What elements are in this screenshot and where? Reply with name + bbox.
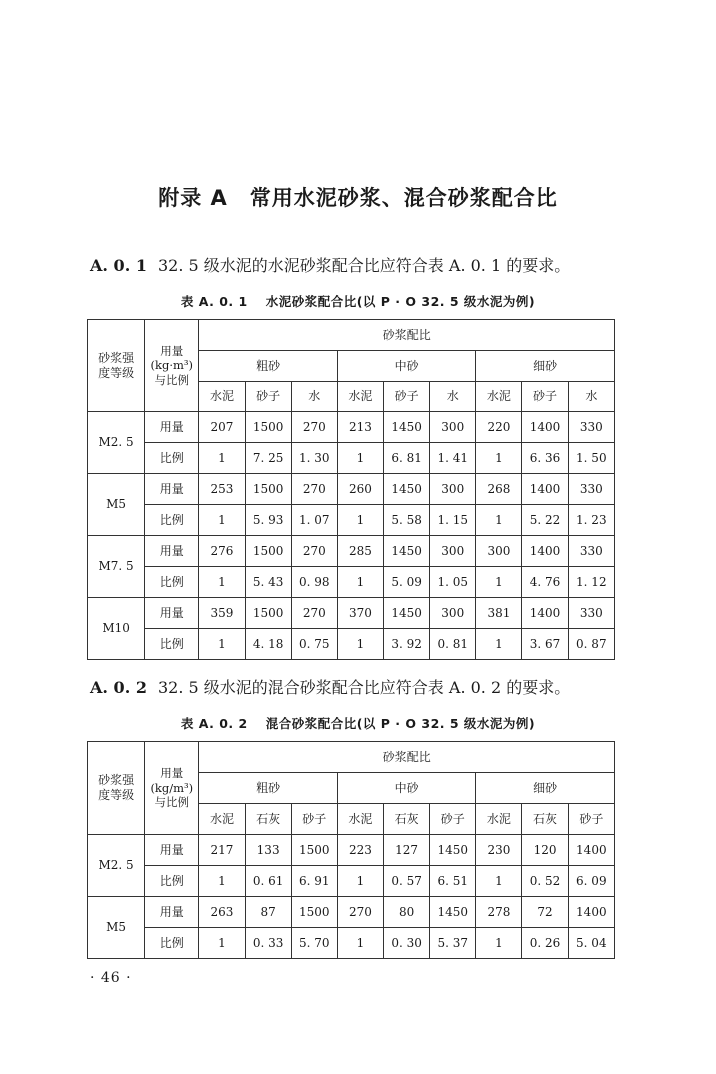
data-cell: 300 [476, 536, 522, 567]
caption-number: 表 A. 0. 2 [180, 716, 248, 731]
data-cell: 270 [291, 598, 337, 629]
data-cell: 285 [337, 536, 383, 567]
data-cell: 1450 [384, 412, 430, 443]
data-cell: 1 [199, 928, 245, 959]
table-row [88, 928, 615, 959]
row-label: 比例 [145, 629, 199, 660]
data-cell: 300 [430, 474, 476, 505]
data-cell: 1450 [430, 897, 476, 928]
row-label: 比例 [145, 866, 199, 897]
data-cell: 1 [337, 629, 383, 660]
header-col: 砂子 [568, 804, 614, 835]
header-quantity: 用量 (kg·m³) 与比例 [145, 320, 199, 412]
table-row [88, 835, 615, 866]
row-label: 用量 [145, 412, 199, 443]
data-cell: 1 [476, 567, 522, 598]
header-quantity: 用量 (kg/m³) 与比例 [145, 742, 199, 835]
data-cell: 6. 81 [384, 443, 430, 474]
data-cell: 217 [199, 835, 245, 866]
data-cell: 1 [476, 629, 522, 660]
data-cell: 1400 [522, 598, 568, 629]
data-cell: 330 [568, 412, 614, 443]
data-cell: 370 [337, 598, 383, 629]
header-medium-sand: 中砂 [337, 773, 475, 804]
data-cell: 1. 41 [430, 443, 476, 474]
data-cell: 213 [337, 412, 383, 443]
data-cell: 0. 52 [522, 866, 568, 897]
row-label: 比例 [145, 505, 199, 536]
data-cell: 1500 [245, 598, 291, 629]
data-cell: 381 [476, 598, 522, 629]
data-cell: 5. 22 [522, 505, 568, 536]
table-row [88, 866, 615, 897]
data-cell: 1 [337, 928, 383, 959]
row-label: 用量 [145, 835, 199, 866]
data-cell: 5. 58 [384, 505, 430, 536]
data-cell: 1. 50 [568, 443, 614, 474]
header-coarse-sand: 粗砂 [199, 351, 337, 382]
table-row [88, 505, 615, 536]
data-cell: 6. 36 [522, 443, 568, 474]
data-cell: 1. 12 [568, 567, 614, 598]
data-cell: 300 [430, 536, 476, 567]
data-cell: 1 [337, 505, 383, 536]
data-cell: 1 [476, 505, 522, 536]
data-cell: 330 [568, 474, 614, 505]
page-number: · 46 · [90, 970, 132, 986]
data-cell: 5. 93 [245, 505, 291, 536]
data-cell: 5. 43 [245, 567, 291, 598]
data-cell: 1 [337, 567, 383, 598]
row-label: 比例 [145, 443, 199, 474]
data-cell: 1. 07 [291, 505, 337, 536]
data-cell: 1. 30 [291, 443, 337, 474]
header-medium-sand: 中砂 [337, 351, 475, 382]
data-cell: 5. 04 [568, 928, 614, 959]
table-row [88, 536, 615, 567]
data-cell: 3. 92 [384, 629, 430, 660]
grade-cell: M2. 5 [88, 412, 145, 474]
data-cell: 1400 [568, 835, 614, 866]
header-mix-ratio: 砂浆配比 [199, 742, 615, 773]
header-col: 水泥 [476, 804, 522, 835]
data-cell: 0. 26 [522, 928, 568, 959]
caption-title: 混合砂浆配合比(以 P · O 32. 5 级水泥为例) [265, 716, 536, 731]
data-cell: 300 [430, 598, 476, 629]
data-cell: 270 [337, 897, 383, 928]
row-label: 比例 [145, 567, 199, 598]
data-cell: 270 [291, 474, 337, 505]
table-row [88, 474, 615, 505]
data-cell: 1400 [568, 897, 614, 928]
data-cell: 120 [522, 835, 568, 866]
data-cell: 223 [337, 835, 383, 866]
data-cell: 1400 [522, 474, 568, 505]
data-cell: 1500 [291, 835, 337, 866]
table2-caption [0, 714, 716, 732]
data-cell: 0. 75 [291, 629, 337, 660]
data-cell: 220 [476, 412, 522, 443]
data-cell: 330 [568, 536, 614, 567]
data-cell: 4. 18 [245, 629, 291, 660]
table-mixed-mortar-mix [87, 741, 615, 959]
header-fine-sand: 细砂 [476, 351, 615, 382]
data-cell: 1450 [384, 536, 430, 567]
header-col: 石灰 [522, 804, 568, 835]
header-col: 水 [291, 382, 337, 412]
header-fine-sand: 细砂 [476, 773, 615, 804]
caption-title: 水泥砂浆配合比(以 P · O 32. 5 级水泥为例) [265, 294, 536, 309]
data-cell: 0. 81 [430, 629, 476, 660]
data-cell: 1400 [522, 412, 568, 443]
grade-cell: M5 [88, 474, 145, 536]
data-cell: 1500 [245, 474, 291, 505]
header-col: 水泥 [476, 382, 522, 412]
data-cell: 0. 33 [245, 928, 291, 959]
data-cell: 87 [245, 897, 291, 928]
data-cell: 207 [199, 412, 245, 443]
data-cell: 1 [199, 629, 245, 660]
data-cell: 1 [476, 443, 522, 474]
header-col: 砂子 [245, 382, 291, 412]
header-col: 水泥 [337, 382, 383, 412]
clause-text: 32. 5 级水泥的混合砂浆配合比应符合表 A. 0. 2 的要求。 [158, 678, 571, 697]
data-cell: 3. 67 [522, 629, 568, 660]
data-cell: 0. 61 [245, 866, 291, 897]
data-cell: 80 [384, 897, 430, 928]
data-cell: 1500 [291, 897, 337, 928]
data-cell: 1400 [522, 536, 568, 567]
grade-cell: M7. 5 [88, 536, 145, 598]
header-col: 石灰 [245, 804, 291, 835]
data-cell: 0. 30 [384, 928, 430, 959]
header-mix-ratio: 砂浆配比 [199, 320, 615, 351]
data-cell: 1 [337, 443, 383, 474]
data-cell: 1450 [384, 474, 430, 505]
table-row [88, 443, 615, 474]
table1-caption [0, 292, 716, 310]
clause-number: A. 0. 1 [90, 256, 147, 275]
data-cell: 1450 [430, 835, 476, 866]
data-cell: 1 [199, 567, 245, 598]
header-col: 水泥 [199, 804, 245, 835]
table-row [88, 412, 615, 443]
header-col: 水泥 [337, 804, 383, 835]
data-cell: 127 [384, 835, 430, 866]
data-cell: 5. 09 [384, 567, 430, 598]
data-cell: 270 [291, 412, 337, 443]
data-cell: 0. 87 [568, 629, 614, 660]
data-cell: 5. 37 [430, 928, 476, 959]
data-cell: 1 [337, 866, 383, 897]
header-col: 水 [430, 382, 476, 412]
data-cell: 263 [199, 897, 245, 928]
row-label: 用量 [145, 474, 199, 505]
clause-number: A. 0. 2 [90, 678, 147, 697]
data-cell: 270 [291, 536, 337, 567]
data-cell: 1 [476, 928, 522, 959]
data-cell: 230 [476, 835, 522, 866]
row-label: 比例 [145, 928, 199, 959]
header-col: 水 [568, 382, 614, 412]
row-label: 用量 [145, 536, 199, 567]
data-cell: 0. 98 [291, 567, 337, 598]
grade-cell: M2. 5 [88, 835, 145, 897]
table-cement-mortar-mix [87, 319, 615, 660]
data-cell: 1450 [384, 598, 430, 629]
page-title: 附录 A 常用水泥砂浆、混合砂浆配合比 [158, 186, 558, 210]
data-cell: 6. 91 [291, 866, 337, 897]
data-cell: 6. 09 [568, 866, 614, 897]
data-cell: 268 [476, 474, 522, 505]
data-cell: 5. 70 [291, 928, 337, 959]
row-label: 用量 [145, 598, 199, 629]
header-col: 砂子 [291, 804, 337, 835]
data-cell: 0. 57 [384, 866, 430, 897]
header-col: 砂子 [430, 804, 476, 835]
data-cell: 6. 51 [430, 866, 476, 897]
header-grade: 砂浆强 度等级 [88, 742, 145, 835]
table-row [88, 567, 615, 598]
caption-number: 表 A. 0. 1 [180, 294, 248, 309]
header-grade: 砂浆强 度等级 [88, 320, 145, 412]
clause-text: 32. 5 级水泥的水泥砂浆配合比应符合表 A. 0. 1 的要求。 [158, 256, 571, 275]
data-cell: 330 [568, 598, 614, 629]
clause-a01 [90, 253, 570, 276]
data-cell: 1500 [245, 536, 291, 567]
data-cell: 1. 15 [430, 505, 476, 536]
header-coarse-sand: 粗砂 [199, 773, 337, 804]
data-cell: 276 [199, 536, 245, 567]
data-cell: 7. 25 [245, 443, 291, 474]
data-cell: 1 [199, 443, 245, 474]
data-cell: 1. 05 [430, 567, 476, 598]
grade-cell: M5 [88, 897, 145, 959]
data-cell: 260 [337, 474, 383, 505]
data-cell: 1. 23 [568, 505, 614, 536]
data-cell: 72 [522, 897, 568, 928]
table-row [88, 629, 615, 660]
data-cell: 133 [245, 835, 291, 866]
data-cell: 359 [199, 598, 245, 629]
data-cell: 1 [476, 866, 522, 897]
header-col: 砂子 [522, 382, 568, 412]
data-cell: 4. 76 [522, 567, 568, 598]
data-cell: 1 [199, 866, 245, 897]
table-row [88, 897, 615, 928]
data-cell: 253 [199, 474, 245, 505]
header-col: 水泥 [199, 382, 245, 412]
data-cell: 1 [199, 505, 245, 536]
grade-cell: M10 [88, 598, 145, 660]
table-row [88, 598, 615, 629]
data-cell: 300 [430, 412, 476, 443]
data-cell: 278 [476, 897, 522, 928]
clause-a02 [90, 675, 570, 698]
header-col: 砂子 [384, 382, 430, 412]
data-cell: 1500 [245, 412, 291, 443]
header-col: 石灰 [384, 804, 430, 835]
row-label: 用量 [145, 897, 199, 928]
